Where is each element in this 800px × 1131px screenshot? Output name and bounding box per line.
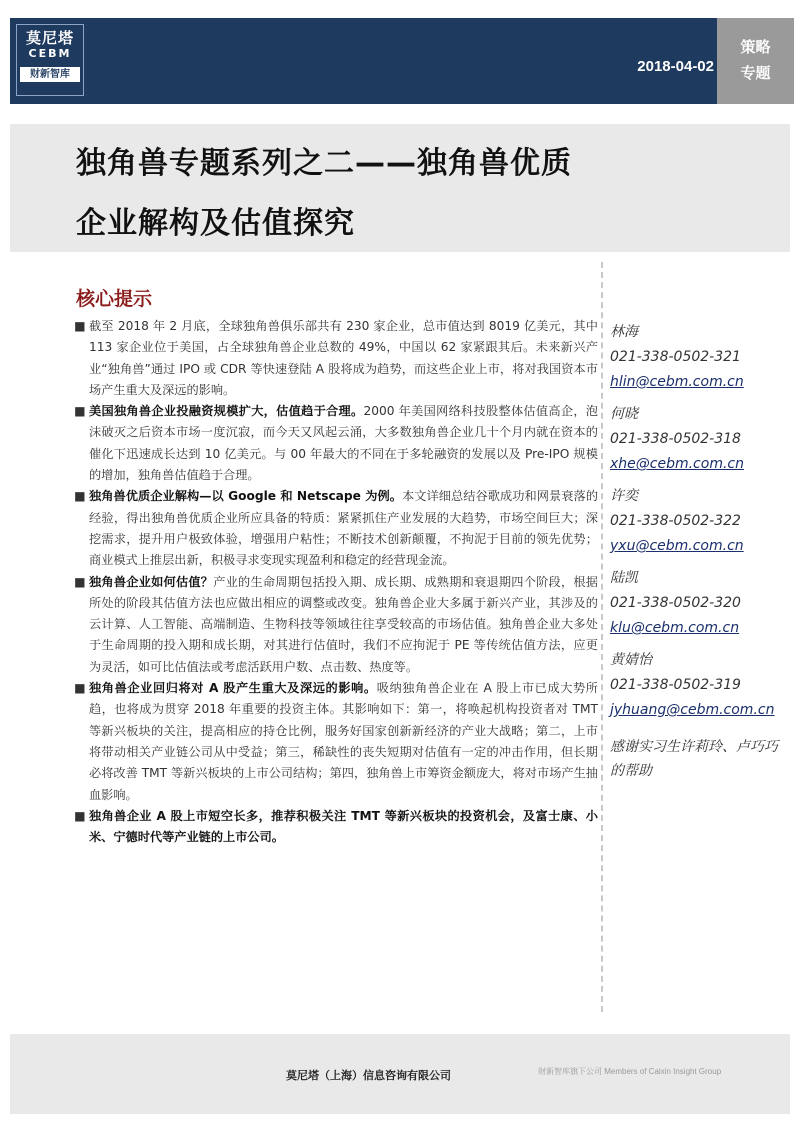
key-point-4-text: 产业的生命周期包括投入期、成长期、成熟期和衰退期四个阶段，根据所处的阶段其估值方法也应做出相应的调整或改变。独角兽企业大多属于新兴产业，其涉及的云计算、人工智能、高端制造、生物科技等领域往往享受较高的市场估值。独角兽企业大多处于生命周期的投入期和成长期，对其进行估值时，我们不应拘泥于 PE 等传统估值方法，应更为灵活，如可比估值法或考虑活跃用户数、点击数、热度等。	[89, 574, 598, 674]
report-title-line-2: 企业解构及估值探究	[76, 206, 355, 241]
contact-card	[610, 484, 790, 559]
bullet-square-icon: ■	[74, 319, 86, 333]
tag-line-2: 专题	[740, 64, 771, 82]
analyst-phone: 021-338-0502-318	[610, 431, 741, 447]
analyst-name: 陆凯	[610, 570, 638, 586]
key-point-6-lead: 独角兽企业 A 股上市短空长多，推荐积极关注 TMT 等新兴板块的投资机会，及富士康、小米、宁德时代等产业链的上市公司。	[89, 808, 598, 845]
key-point-4-lead: 独角兽企业如何估值？	[89, 574, 214, 589]
key-point-5-text: 吸纳独角兽企业在 A 股上市已成大势所趋，也将成为贯穿 2018 年重要的投资主体。其影响如下：第一，将唤起机构投资者对 TMT 等新兴板块的关注，提高相应的持仓比例，服务好国家创新新经济的产业大战略；第二，上市将带动相关产业链公司从中受益；第三，稀缺性的丧失短期对估值有一定的冲击作用，但长期必将改善 TMT 等新兴板块的上市公司结构；第四，独角兽上市筹资金额庞大，将对市场产生抽血影响。	[89, 681, 598, 802]
tag-line-1: 策略	[740, 38, 771, 56]
analyst-contacts	[610, 320, 790, 783]
analyst-email-link[interactable]: yxu@cebm.com.cn	[610, 538, 744, 554]
analyst-name: 林海	[610, 324, 638, 340]
footer-company: 莫尼塔（上海）信息咨询有限公司	[286, 1069, 451, 1082]
key-point-2-lead: 美国独角兽企业投融资规模扩大，估值趋于合理。	[89, 404, 364, 419]
report-date: 2018-04-02	[637, 58, 714, 75]
key-points	[74, 316, 598, 848]
logo-text-cn: 莫尼塔	[25, 29, 74, 47]
bullet-square-icon: ■	[74, 489, 86, 504]
key-point-4	[74, 572, 598, 678]
key-point-1-text: 截至 2018 年 2 月底，全球独角兽俱乐部共有 230 家企业，总市值达到 8019 亿美元，其中 113 家企业位于美国，占全球独角兽企业总数的 49%，中国以 62 家紧跟其后。未来新兴产业“独角兽”通过 IPO 或 CDR 等快速登陆 A 股将成为趋势，而这些企业上市，将对我国资本市场产生重大及深远的影响。	[89, 319, 598, 397]
logo-subtext: 财新智库	[20, 67, 80, 82]
report-title-line-1: 独角兽专题系列之二——独角兽优质	[76, 146, 572, 181]
key-point-6	[74, 806, 598, 849]
contact-card	[610, 402, 790, 477]
column-divider	[601, 262, 603, 1012]
analyst-phone: 021-338-0502-322	[610, 513, 741, 529]
key-point-1	[74, 316, 598, 401]
analyst-email-link[interactable]: klu@cebm.com.cn	[610, 620, 740, 636]
contact-card	[610, 320, 790, 395]
bullet-square-icon: ■	[74, 681, 86, 696]
report-category-tag	[717, 18, 794, 104]
section-heading: 核心提示	[76, 288, 153, 310]
contact-card	[610, 648, 790, 723]
analyst-name: 许奕	[610, 488, 638, 504]
analyst-name: 何晓	[610, 406, 638, 422]
key-point-3-lead: 独角兽优质企业解构—以 Google 和 Netscape 为例。	[89, 489, 402, 504]
footer	[10, 1034, 790, 1114]
analyst-email-link[interactable]: hlin@cebm.com.cn	[610, 374, 744, 390]
analyst-phone: 021-338-0502-319	[610, 677, 741, 693]
analyst-email-link[interactable]: jyhuang@cebm.com.cn	[610, 702, 775, 718]
contact-card	[610, 566, 790, 641]
bullet-square-icon: ■	[74, 808, 86, 823]
key-point-3-text: 本文详细总结谷歌成功和网景衰落的经验，得出独角兽优质企业所应具备的特质：紧紧抓住产业发展的大趋势，市场空间巨大；深挖需求，提升用户极致体验，增强用户粘性；不断技术创新颠覆，不拘泥于目前的领先优势；商业模式上推层出新，积极寻求变现实现盈利和稳定的经营现金流。	[89, 489, 599, 568]
footer-member-note: 财新智库旗下公司 Members of Caixin Insight Group	[538, 1067, 722, 1076]
key-point-5	[74, 678, 598, 806]
key-point-5-lead: 独角兽企业回归将对 A 股产生重大及深远的影响。	[89, 681, 377, 696]
acknowledgement: 感谢实习生许莉玲、卢巧巧的帮助	[610, 739, 778, 779]
analyst-phone: 021-338-0502-320	[610, 595, 741, 611]
cebm-logo	[16, 24, 84, 96]
logo-text-en: CEBM	[28, 47, 72, 60]
key-point-2-text: 2000 年美国网络科技股整体估值高企，泡沫破灭之后资本市场一度沉寂，而今天又风起云涌，大多数独角兽企业几十个月内就在资本的催化下迅速成长达到 10 亿美元。与 00 年最大的不同在于多轮融资的发展以及 Pre-IPO 规模的增加，独角兽估值趋于合理。	[89, 404, 598, 483]
analyst-phone: 021-338-0502-321	[610, 349, 741, 365]
key-point-2	[74, 401, 598, 486]
analyst-email-link[interactable]: xhe@cebm.com.cn	[610, 456, 744, 472]
key-point-3	[74, 486, 598, 571]
bullet-square-icon: ■	[74, 404, 86, 419]
analyst-name: 黄婧怡	[610, 652, 652, 668]
bullet-square-icon: ■	[74, 574, 86, 589]
